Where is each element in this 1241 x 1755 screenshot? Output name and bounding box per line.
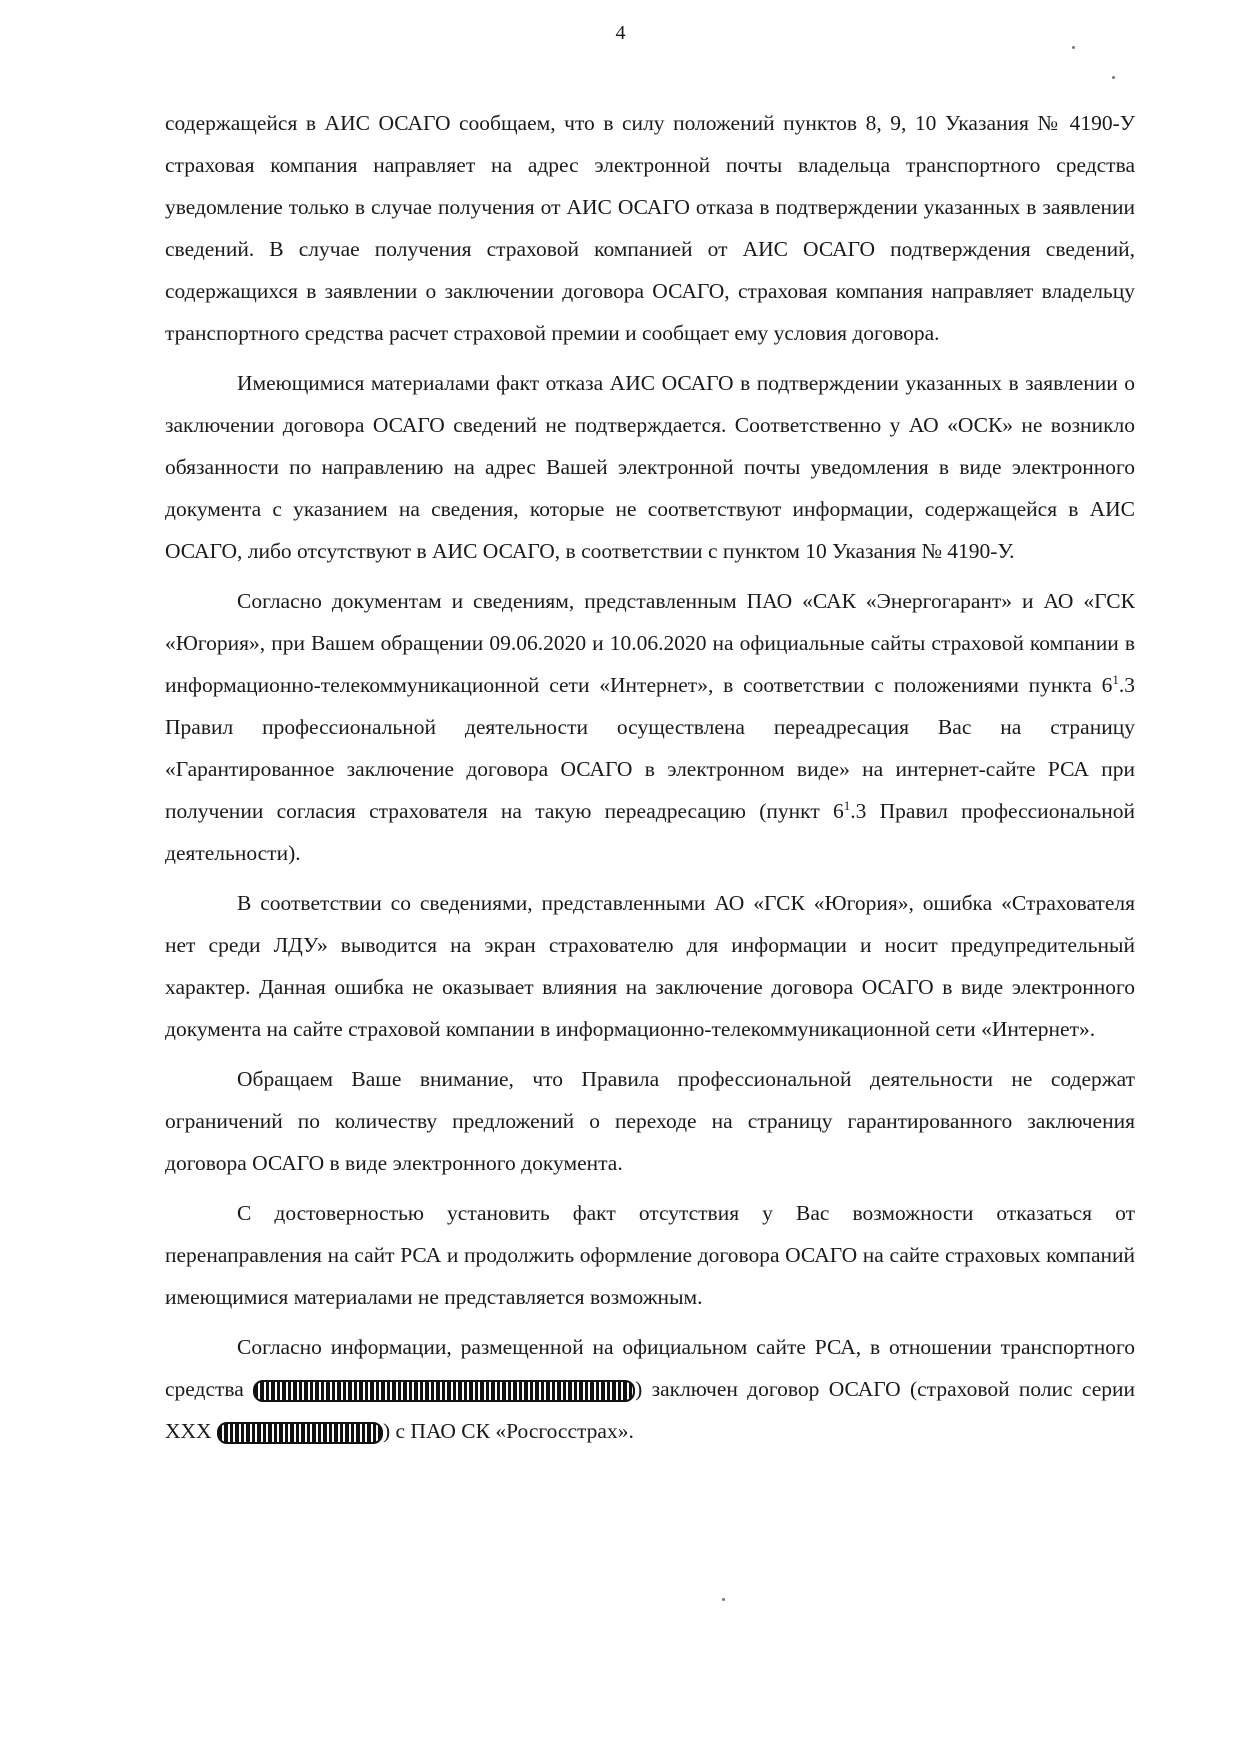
paragraph-3-part-c: .3 Правил профессиональной деятельности). bbox=[165, 799, 1135, 865]
page-number: 4 bbox=[615, 22, 626, 44]
paragraph-7-part-a: Согласно информации, размещенной на официальном сайте РСА, в отношении транспортного средства bbox=[165, 1335, 1135, 1401]
paragraph-3-part-a: Согласно документам и сведениям, представленным ПАО «САК «Энергогарант» и АО «ГСК «Югория», при Вашем обращении 09.06.2020 и 10.06.2020 на официальные сайты страховой компании в информационно-телекоммуникационной сети «Интернет», в соответствии с положениями пункта 6 bbox=[165, 589, 1135, 697]
paragraph-7 bbox=[165, 1326, 1135, 1452]
scan-speck bbox=[722, 1598, 725, 1601]
paragraph-5: Обращаем Ваше внимание, что Правила профессиональной деятельности не содержат ограничений по количеству предложений о переходе на страницу гарантированного заключения договора ОСАГО в виде электронного документа. bbox=[165, 1067, 1135, 1175]
superscript-1: 1 bbox=[1112, 671, 1119, 687]
redacted-policy-number bbox=[217, 1422, 383, 1444]
redacted-vehicle-info bbox=[253, 1380, 635, 1402]
paragraph-3 bbox=[165, 580, 1135, 874]
scan-speck bbox=[1112, 76, 1115, 79]
letter-body bbox=[165, 102, 1135, 1460]
paragraph-1: содержащейся в АИС ОСАГО сообщаем, что в силу положений пунктов 8, 9, 10 Указания № 4190-У страховая компания направляет на адрес электронной почты владельца транспортного средства уведомление только в случае получения от АИС ОСАГО отказа в подтверждении указанных в заявлении сведений. В случае получения страховой компанией от АИС ОСАГО подтверждения сведений, содержащихся в заявлении о заключении договора ОСАГО, страховая компания направляет владельцу транспортного средства расчет страховой премии и сообщает ему условия договора. bbox=[165, 111, 1135, 345]
scan-speck bbox=[1072, 46, 1075, 49]
superscript-2: 1 bbox=[843, 797, 851, 813]
paragraph-2: Имеющимися материалами факт отказа АИС ОСАГО в подтверждении указанных в заявлении о заключении договора ОСАГО сведений не подтверждается. Соответственно у АО «ОСК» не возникло обязанности по направлению на адрес Вашей электронной почты уведомления в виде электронного документа с указанием на сведения, которые не соответствуют информации, содержащейся в АИС ОСАГО, либо отсутствуют в АИС ОСАГО, в соответствии с пунктом 10 Указания № 4190-У. bbox=[165, 371, 1135, 563]
paragraph-6: С достоверностью установить факт отсутствия у Вас возможности отказаться от перенаправления на сайт РСА и продолжить оформление договора ОСАГО на сайте страховых компаний имеющимися материалами не представляется возможным. bbox=[165, 1201, 1135, 1309]
paragraph-7-part-b: ) заключен договор ОСАГО (страховой полис серии XXX bbox=[165, 1377, 1136, 1443]
paragraph-4: В соответствии со сведениями, представленными АО «ГСК «Югория», ошибка «Страхователя нет среди ЛДУ» выводится на экран страхователю для информации и носит предупредительный характер. Данная ошибка не оказывает влияния на заключение договора ОСАГО в виде электронного документа на сайте страховой компании в информационно-телекоммуникационной сети «Интернет». bbox=[165, 891, 1135, 1041]
paragraph-7-part-c: ) с ПАО СК «Росгосстрах». bbox=[382, 1419, 634, 1443]
paragraph-3-part-b: .3 Правил профессиональной деятельности осуществлена переадресация Вас на страницу «Гарантированное заключение договора ОСАГО в электронном виде» на интернет-сайте РСА при получении согласия страхователя на такую переадресацию (пункт 6 bbox=[165, 673, 1135, 823]
